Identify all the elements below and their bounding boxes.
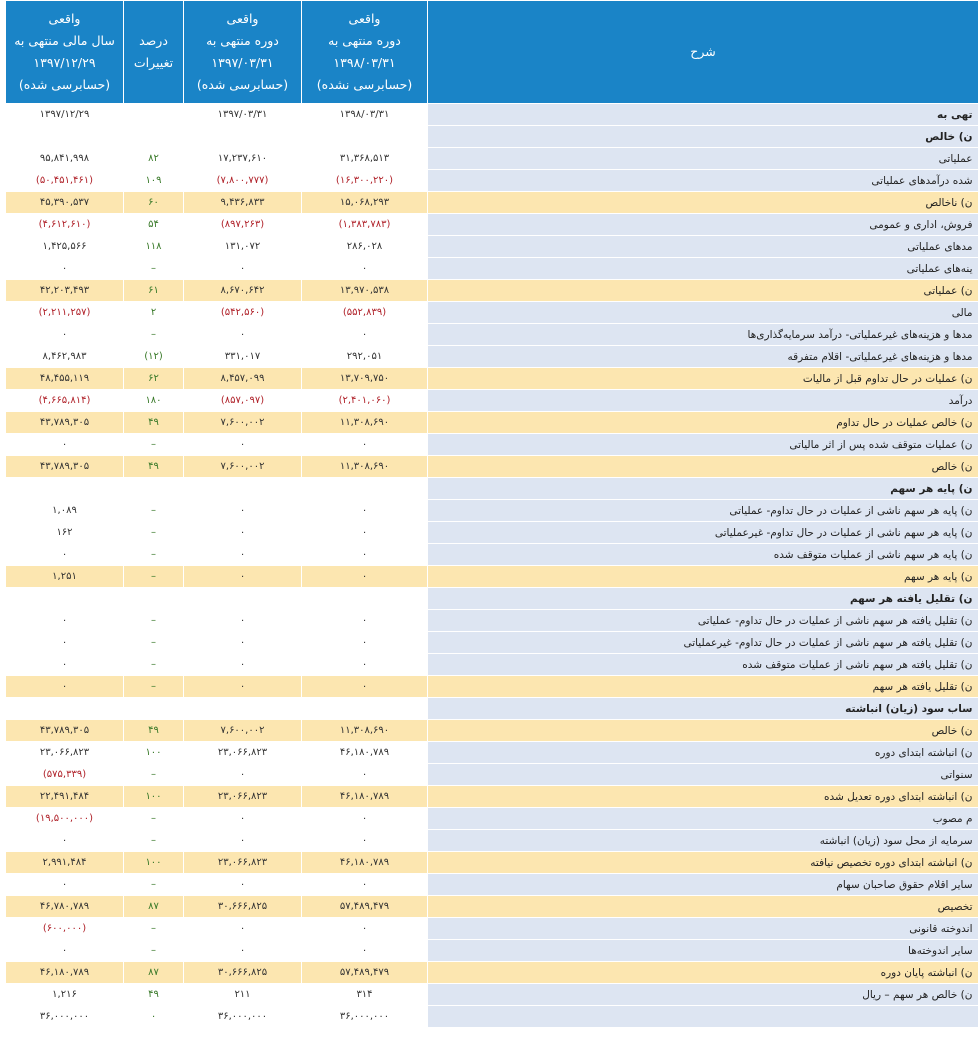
- cell-percent-change: ۱۰۰: [124, 852, 184, 874]
- cell-period-1398: ۲۸۶,۰۲۸: [302, 236, 428, 258]
- cell-period-1397: ۲۳,۰۶۶,۸۲۳: [184, 786, 302, 808]
- cell-description: ن) خالص: [428, 720, 978, 742]
- cell-fiscal-year: ۰: [6, 874, 124, 896]
- cell-period-1397: ۰: [184, 808, 302, 830]
- cell-description: ن) پایه هر سهم: [428, 566, 978, 588]
- header-fiscal-year-audited: واقعی سال مالی منتهی به ۱۳۹۷/۱۲/۲۹ (حسابرسی شده): [6, 1, 124, 104]
- cell-period-1397: ۳۶,۰۰۰,۰۰۰: [184, 1006, 302, 1028]
- cell-percent-change: –: [124, 676, 184, 698]
- cell-fiscal-year: (۵۰,۴۵۱,۴۶۱): [6, 170, 124, 192]
- table-row: [6, 962, 978, 984]
- table-row: [6, 698, 978, 720]
- cell-fiscal-year: ۰: [6, 654, 124, 676]
- cell-percent-change: [124, 104, 184, 126]
- cell-period-1397: ۷,۶۰۰,۰۰۲: [184, 456, 302, 478]
- cell-period-1397: ۳۰,۶۶۶,۸۲۵: [184, 896, 302, 918]
- table-row: [6, 808, 978, 830]
- cell-period-1397: ۲۳,۰۶۶,۸۲۳: [184, 852, 302, 874]
- cell-period-1397: [184, 698, 302, 720]
- cell-description: ن) پایه هر سهم ناشی از عملیات متوقف شده: [428, 544, 978, 566]
- cell-period-1397: ۰: [184, 874, 302, 896]
- cell-period-1397: ۱۳۹۷/۰۳/۳۱: [184, 104, 302, 126]
- cell-description: ن) پایه هر سهم: [428, 478, 978, 500]
- cell-period-1397: ۹,۴۳۶,۸۳۳: [184, 192, 302, 214]
- cell-percent-change: [124, 126, 184, 148]
- cell-period-1398: ۰: [302, 764, 428, 786]
- table-row: [6, 940, 978, 962]
- cell-period-1398: ۲۹۲,۰۵۱: [302, 346, 428, 368]
- table-row: [6, 742, 978, 764]
- cell-fiscal-year: ۱,۲۵۱: [6, 566, 124, 588]
- cell-period-1398: ۱۱,۳۰۸,۶۹۰: [302, 720, 428, 742]
- cell-description: شده درآمدهای عملیاتی: [428, 170, 978, 192]
- cell-fiscal-year: ۴۶,۱۸۰,۷۸۹: [6, 962, 124, 984]
- cell-period-1398: (۱۶,۳۰۰,۲۲۰): [302, 170, 428, 192]
- cell-description: ن) تقلیل یافته هر سهم ناشی از عملیات در حال تداوم- عملیاتی: [428, 610, 978, 632]
- cell-fiscal-year: ۴۳,۷۸۹,۳۰۵: [6, 412, 124, 434]
- cell-percent-change: ۵۴: [124, 214, 184, 236]
- cell-period-1397: ۰: [184, 632, 302, 654]
- cell-period-1398: ۰: [302, 258, 428, 280]
- cell-period-1397: ۲۳,۰۶۶,۸۲۳: [184, 742, 302, 764]
- cell-fiscal-year: ۱,۲۱۶: [6, 984, 124, 1006]
- table-row: [6, 214, 978, 236]
- cell-fiscal-year: ۰: [6, 632, 124, 654]
- cell-period-1397: ۰: [184, 676, 302, 698]
- table-row: [6, 500, 978, 522]
- cell-percent-change: –: [124, 500, 184, 522]
- cell-percent-change: ۱۸۰: [124, 390, 184, 412]
- cell-percent-change: –: [124, 918, 184, 940]
- cell-period-1398: ۵۷,۴۸۹,۴۷۹: [302, 962, 428, 984]
- cell-period-1397: ۰: [184, 522, 302, 544]
- cell-percent-change: [124, 698, 184, 720]
- cell-period-1398: ۰: [302, 830, 428, 852]
- cell-fiscal-year: ۲۲,۴۹۱,۴۸۴: [6, 786, 124, 808]
- table-row: [6, 632, 978, 654]
- cell-period-1398: ۱۳۹۸/۰۳/۳۱: [302, 104, 428, 126]
- cell-fiscal-year: ۰: [6, 940, 124, 962]
- cell-percent-change: ۶۰: [124, 192, 184, 214]
- cell-period-1398: ۰: [302, 324, 428, 346]
- cell-description: ن) انباشته ابتدای دوره: [428, 742, 978, 764]
- table-row: [6, 522, 978, 544]
- table-row: [6, 786, 978, 808]
- header-description: شرح: [428, 1, 978, 104]
- cell-fiscal-year: ۲۳,۰۶۶,۸۲۳: [6, 742, 124, 764]
- table-row: [6, 390, 978, 412]
- cell-period-1397: ۰: [184, 610, 302, 632]
- cell-period-1397: ۰: [184, 434, 302, 456]
- cell-period-1397: ۰: [184, 940, 302, 962]
- cell-description: ن) تقلیل یافته هر سهم: [428, 588, 978, 610]
- table-row: [6, 368, 978, 390]
- cell-period-1398: ۴۶,۱۸۰,۷۸۹: [302, 852, 428, 874]
- cell-fiscal-year: ۰: [6, 324, 124, 346]
- cell-percent-change: ۰: [124, 1006, 184, 1028]
- cell-fiscal-year: ۲,۹۹۱,۴۸۴: [6, 852, 124, 874]
- cell-description: اندوخته قانونی: [428, 918, 978, 940]
- cell-fiscal-year: (۴,۶۶۵,۸۱۴): [6, 390, 124, 412]
- cell-period-1398: ۰: [302, 654, 428, 676]
- cell-period-1398: ۰: [302, 918, 428, 940]
- table-row: [6, 236, 978, 258]
- cell-percent-change: –: [124, 522, 184, 544]
- table-row: [6, 104, 978, 126]
- cell-period-1397: ۷,۶۰۰,۰۰۲: [184, 720, 302, 742]
- cell-fiscal-year: (۲,۲۱۱,۲۵۷): [6, 302, 124, 324]
- cell-percent-change: ۶۱: [124, 280, 184, 302]
- cell-period-1397: (۸۵۷,۰۹۷): [184, 390, 302, 412]
- cell-fiscal-year: ۱۳۹۷/۱۲/۲۹: [6, 104, 124, 126]
- table-row: [6, 588, 978, 610]
- cell-description: ن) خالص عملیات در حال تداوم: [428, 412, 978, 434]
- table-body: [6, 104, 978, 1028]
- cell-period-1398: ۰: [302, 610, 428, 632]
- cell-description: ن) خالص هر سهم – ریال: [428, 984, 978, 1006]
- cell-period-1397: ۰: [184, 566, 302, 588]
- cell-period-1398: [302, 588, 428, 610]
- cell-period-1397: ۰: [184, 654, 302, 676]
- cell-period-1398: ۰: [302, 544, 428, 566]
- cell-period-1398: ۱۱,۳۰۸,۶۹۰: [302, 456, 428, 478]
- cell-period-1397: ۰: [184, 544, 302, 566]
- cell-percent-change: –: [124, 632, 184, 654]
- cell-period-1398: ۵۷,۴۸۹,۴۷۹: [302, 896, 428, 918]
- cell-fiscal-year: ۸,۴۶۲,۹۸۳: [6, 346, 124, 368]
- table-row: [6, 610, 978, 632]
- table-row: [6, 456, 978, 478]
- table-row: [6, 874, 978, 896]
- cell-period-1398: [302, 126, 428, 148]
- cell-period-1398: ۰: [302, 676, 428, 698]
- cell-percent-change: ۶۲: [124, 368, 184, 390]
- cell-period-1397: [184, 478, 302, 500]
- cell-fiscal-year: ۴۸,۴۵۵,۱۱۹: [6, 368, 124, 390]
- cell-fiscal-year: ۰: [6, 830, 124, 852]
- cell-percent-change: –: [124, 874, 184, 896]
- cell-description: عملیاتی: [428, 148, 978, 170]
- table-row: [6, 1006, 978, 1028]
- cell-period-1398: (۱,۳۸۳,۷۸۳): [302, 214, 428, 236]
- table-row: [6, 896, 978, 918]
- cell-fiscal-year: ۳۶,۰۰۰,۰۰۰: [6, 1006, 124, 1028]
- cell-fiscal-year: [6, 588, 124, 610]
- table-header-row: [6, 1, 978, 104]
- cell-percent-change: –: [124, 434, 184, 456]
- table-row: [6, 984, 978, 1006]
- cell-percent-change: (۱۲): [124, 346, 184, 368]
- cell-period-1397: ۰: [184, 918, 302, 940]
- table-row: [6, 764, 978, 786]
- cell-percent-change: –: [124, 764, 184, 786]
- cell-period-1397: ۷,۶۰۰,۰۰۲: [184, 412, 302, 434]
- cell-fiscal-year: [6, 126, 124, 148]
- cell-period-1398: ۴۶,۱۸۰,۷۸۹: [302, 786, 428, 808]
- cell-percent-change: –: [124, 830, 184, 852]
- cell-period-1397: ۰: [184, 764, 302, 786]
- cell-description: م مصوب: [428, 808, 978, 830]
- income-statement-table: [5, 0, 978, 1028]
- cell-period-1398: ۰: [302, 500, 428, 522]
- cell-percent-change: ۸۷: [124, 962, 184, 984]
- cell-period-1397: ۸,۶۷۰,۶۴۲: [184, 280, 302, 302]
- table-row: [6, 918, 978, 940]
- cell-description: ن) خالص: [428, 456, 978, 478]
- table-row: [6, 852, 978, 874]
- cell-period-1397: ۳۳۱,۰۱۷: [184, 346, 302, 368]
- cell-percent-change: –: [124, 324, 184, 346]
- cell-period-1398: ۰: [302, 566, 428, 588]
- cell-percent-change: [124, 588, 184, 610]
- table-row: [6, 280, 978, 302]
- table-row: [6, 346, 978, 368]
- cell-description: ن) عملیاتی: [428, 280, 978, 302]
- cell-period-1398: ۰: [302, 940, 428, 962]
- cell-description: ینه‌های عملیاتی: [428, 258, 978, 280]
- table-row: [6, 258, 978, 280]
- cell-period-1398: (۵۵۲,۸۳۹): [302, 302, 428, 324]
- cell-description: ن) عملیات در حال تداوم قبل از مالیات: [428, 368, 978, 390]
- table-row: [6, 676, 978, 698]
- cell-period-1397: ۸,۴۵۷,۰۹۹: [184, 368, 302, 390]
- cell-fiscal-year: (۱۹,۵۰۰,۰۰۰): [6, 808, 124, 830]
- cell-period-1398: ۳۱,۳۶۸,۵۱۳: [302, 148, 428, 170]
- cell-period-1398: ۰: [302, 632, 428, 654]
- cell-description: مدها و هزینه‌های غیرعملیاتی- درآمد سرمایه‌گذاری‌ها: [428, 324, 978, 346]
- cell-description: ن) خالص: [428, 126, 978, 148]
- cell-period-1398: ۱۳,۷۰۹,۷۵۰: [302, 368, 428, 390]
- cell-description: مدهای عملیاتی: [428, 236, 978, 258]
- cell-fiscal-year: ۱۶۲: [6, 522, 124, 544]
- cell-description: [428, 1006, 978, 1028]
- cell-percent-change: ۴۹: [124, 412, 184, 434]
- cell-period-1398: ۱۵,۰۶۸,۲۹۳: [302, 192, 428, 214]
- cell-fiscal-year: ۱,۰۸۹: [6, 500, 124, 522]
- cell-description: ن) تقلیل یافته هر سهم: [428, 676, 978, 698]
- cell-fiscal-year: ۴۶,۷۸۰,۷۸۹: [6, 896, 124, 918]
- cell-description: سنواتی: [428, 764, 978, 786]
- table-row: [6, 720, 978, 742]
- cell-period-1398: [302, 698, 428, 720]
- cell-description: ن) ناخالص: [428, 192, 978, 214]
- cell-description: ن) انباشته ابتدای دوره تخصیص نیافته: [428, 852, 978, 874]
- cell-percent-change: ۸۷: [124, 896, 184, 918]
- table-row: [6, 148, 978, 170]
- cell-fiscal-year: ۱,۴۲۵,۵۶۶: [6, 236, 124, 258]
- cell-period-1398: ۳۶,۰۰۰,۰۰۰: [302, 1006, 428, 1028]
- header-period-1398-unaudited: واقعی دوره منتهی به ۱۳۹۸/۰۳/۳۱ (حسابرسی نشده): [302, 1, 428, 104]
- cell-description: ن) انباشته ابتدای دوره تعدیل شده: [428, 786, 978, 808]
- cell-percent-change: ۱۱۸: [124, 236, 184, 258]
- cell-period-1398: (۲,۴۰۱,۰۶۰): [302, 390, 428, 412]
- table-row: [6, 192, 978, 214]
- cell-percent-change: ۸۲: [124, 148, 184, 170]
- cell-period-1398: [302, 478, 428, 500]
- cell-description: ن) تقلیل یافته هر سهم ناشی از عملیات متوقف شده: [428, 654, 978, 676]
- cell-period-1397: ۳۰,۶۶۶,۸۲۵: [184, 962, 302, 984]
- cell-fiscal-year: ۰: [6, 258, 124, 280]
- cell-fiscal-year: ۴۳,۷۸۹,۳۰۵: [6, 456, 124, 478]
- cell-description: مدها و هزینه‌های غیرعملیاتی- اقلام متفرقه: [428, 346, 978, 368]
- cell-description: ن) عملیات متوقف شده پس از اثر مالیاتی: [428, 434, 978, 456]
- table-row: [6, 434, 978, 456]
- cell-fiscal-year: (۶۰۰,۰۰۰): [6, 918, 124, 940]
- table-row: [6, 412, 978, 434]
- cell-fiscal-year: (۵۷۵,۳۳۹): [6, 764, 124, 786]
- cell-description: ساب سود (زیان) انباشته: [428, 698, 978, 720]
- table-row: [6, 566, 978, 588]
- cell-period-1397: (۷,۸۰۰,۷۷۷): [184, 170, 302, 192]
- cell-percent-change: –: [124, 610, 184, 632]
- cell-period-1397: ۲۱۱: [184, 984, 302, 1006]
- cell-percent-change: –: [124, 544, 184, 566]
- cell-percent-change: ۲: [124, 302, 184, 324]
- cell-percent-change: –: [124, 258, 184, 280]
- cell-fiscal-year: [6, 698, 124, 720]
- cell-period-1398: ۰: [302, 874, 428, 896]
- cell-percent-change: ۱۰۹: [124, 170, 184, 192]
- cell-period-1397: ۰: [184, 830, 302, 852]
- cell-fiscal-year: ۰: [6, 434, 124, 456]
- cell-period-1397: ۰: [184, 258, 302, 280]
- table-row: [6, 830, 978, 852]
- table-row: [6, 654, 978, 676]
- cell-period-1398: ۱۳,۹۷۰,۵۳۸: [302, 280, 428, 302]
- cell-percent-change: [124, 478, 184, 500]
- cell-percent-change: ۴۹: [124, 984, 184, 1006]
- cell-percent-change: ۴۹: [124, 456, 184, 478]
- cell-description: تهی به: [428, 104, 978, 126]
- cell-period-1397: ۰: [184, 500, 302, 522]
- cell-period-1397: (۵۴۲,۵۶۰): [184, 302, 302, 324]
- table-row: [6, 478, 978, 500]
- cell-fiscal-year: [6, 478, 124, 500]
- table-row: [6, 544, 978, 566]
- cell-description: تخصیص: [428, 896, 978, 918]
- cell-fiscal-year: ۹۵,۸۴۱,۹۹۸: [6, 148, 124, 170]
- cell-period-1397: ۱۳۱,۰۷۲: [184, 236, 302, 258]
- cell-period-1397: ۱۷,۲۳۷,۶۱۰: [184, 148, 302, 170]
- table-row: [6, 302, 978, 324]
- cell-description: ن) انباشته پایان دوره: [428, 962, 978, 984]
- table-row: [6, 170, 978, 192]
- cell-period-1397: (۸۹۷,۲۶۳): [184, 214, 302, 236]
- cell-fiscal-year: ۰: [6, 610, 124, 632]
- cell-fiscal-year: ۴۲,۲۰۳,۴۹۳: [6, 280, 124, 302]
- cell-fiscal-year: ۴۵,۳۹۰,۵۳۷: [6, 192, 124, 214]
- cell-description: سرمایه از محل سود (زیان) انباشته: [428, 830, 978, 852]
- cell-period-1398: ۴۶,۱۸۰,۷۸۹: [302, 742, 428, 764]
- cell-period-1398: ۰: [302, 808, 428, 830]
- cell-period-1398: ۳۱۴: [302, 984, 428, 1006]
- cell-description: فروش، اداری و عمومی: [428, 214, 978, 236]
- cell-description: سایر اقلام حقوق صاحبان سهام: [428, 874, 978, 896]
- cell-percent-change: –: [124, 654, 184, 676]
- cell-percent-change: –: [124, 566, 184, 588]
- cell-period-1398: ۰: [302, 434, 428, 456]
- cell-description: ن) تقلیل یافته هر سهم ناشی از عملیات در حال تداوم- غیرعملیاتی: [428, 632, 978, 654]
- cell-period-1397: [184, 588, 302, 610]
- cell-period-1397: [184, 126, 302, 148]
- cell-period-1398: ۰: [302, 522, 428, 544]
- cell-fiscal-year: ۰: [6, 544, 124, 566]
- cell-description: ن) پایه هر سهم ناشی از عملیات در حال تداوم- غیرعملیاتی: [428, 522, 978, 544]
- header-period-1397-audited: واقعی دوره منتهی به ۱۳۹۷/۰۳/۳۱ (حسابرسی شده): [184, 1, 302, 104]
- cell-description: درآمد: [428, 390, 978, 412]
- cell-description: سایر اندوخته‌ها: [428, 940, 978, 962]
- cell-percent-change: –: [124, 808, 184, 830]
- cell-percent-change: ۱۰۰: [124, 786, 184, 808]
- cell-percent-change: ۴۹: [124, 720, 184, 742]
- cell-fiscal-year: ۰: [6, 676, 124, 698]
- cell-fiscal-year: ۴۳,۷۸۹,۳۰۵: [6, 720, 124, 742]
- table-row: [6, 126, 978, 148]
- table-row: [6, 324, 978, 346]
- cell-percent-change: ۱۰۰: [124, 742, 184, 764]
- cell-description: مالی: [428, 302, 978, 324]
- cell-period-1397: ۰: [184, 324, 302, 346]
- cell-percent-change: –: [124, 940, 184, 962]
- cell-fiscal-year: (۴,۶۱۲,۶۱۰): [6, 214, 124, 236]
- header-percent-change: درصد تغییرات: [124, 1, 184, 104]
- cell-description: ن) پایه هر سهم ناشی از عملیات در حال تداوم- عملیاتی: [428, 500, 978, 522]
- cell-period-1398: ۱۱,۳۰۸,۶۹۰: [302, 412, 428, 434]
